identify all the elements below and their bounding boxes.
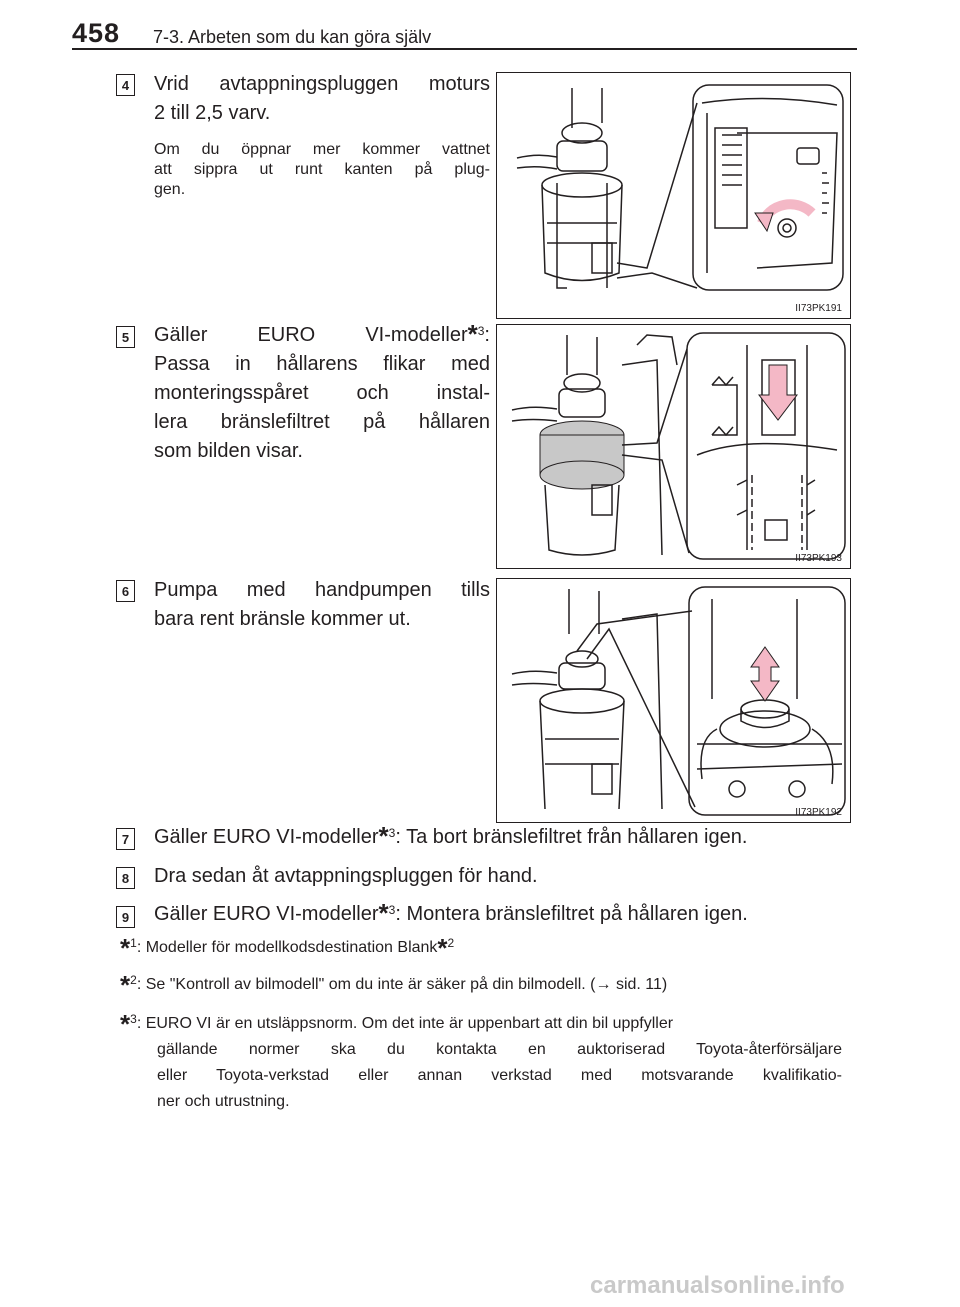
step-4-line-1: Vrid avtappningspluggen moturs — [154, 73, 490, 95]
step-5-line-5: som bilden visar. — [154, 440, 303, 462]
step-5-word-2: EURO — [257, 324, 316, 346]
figure-drain-plug — [496, 72, 851, 319]
step-6-line-1: Pumpa med handpumpen tills — [154, 579, 490, 601]
step-number-5: 5 — [116, 326, 135, 348]
page-number: 458 — [72, 18, 121, 48]
header-rule — [72, 48, 857, 50]
footnote-3: *$^3$: EURO VI är en utsläppsnorm. Om det inte är uppenbart att din bil uppfyller — [120, 1009, 674, 1039]
step-8-text: Dra sedan åt avtappningspluggen för hand. — [154, 865, 538, 887]
step-6-line-2: bara rent bränsle kommer ut. — [154, 608, 411, 630]
figure-code: II73PK191 — [795, 303, 842, 314]
step-number-8: 8 — [116, 867, 135, 889]
figure-code: II73PK193 — [795, 553, 842, 564]
footnote-3-line-4: ner och utrustning. — [157, 1093, 290, 1110]
hand-pump-illustration — [497, 579, 850, 822]
step-4-note-1: Om du öppnar mer kommer vattnet — [154, 141, 490, 158]
figure-holder-tabs — [496, 324, 851, 569]
figure-hand-pump — [496, 578, 851, 823]
figure-code: II73PK192 — [795, 807, 842, 818]
step-4-line-2: 2 till 2,5 varv. — [154, 102, 271, 124]
step-5-line-4: lera bränslefiltret på hållaren — [154, 411, 490, 433]
step-number-9: 9 — [116, 906, 135, 928]
step-number-7: 7 — [116, 828, 135, 850]
footnote-2: *$^2$: Se "Kontroll av bilmodell" om du inte är säker på din bilmodell. (→ sid. 11) — [120, 970, 668, 1000]
step-number-4: 4 — [116, 74, 135, 96]
step-5-line-3: monteringsspåret och instal- — [154, 382, 490, 404]
step-5-word-1: Gäller — [154, 324, 208, 346]
step-4-note-3: gen. — [154, 181, 186, 198]
drain-plug-illustration — [497, 73, 850, 318]
step-5-line-2: Passa in hållarens flikar med — [154, 353, 490, 375]
step-4-note-2: att sippra ut runt kanten på plug- — [154, 161, 490, 178]
step-number-6: 6 — [116, 580, 135, 602]
footnote-3-line-3: eller Toyota-verkstad eller annan verkstad med motsvarande kvalifikatio- — [157, 1067, 842, 1084]
holder-tabs-illustration — [497, 325, 850, 568]
footnote-3-line-2: gällande normer ska du kontakta en auktoriserad Toyota-återförsäljare — [157, 1041, 842, 1058]
footnote-1: *$^1$: Modeller för modellkodsdestination Blank*$^2$ — [120, 933, 455, 963]
watermark: carmanualsonline.info — [590, 1272, 845, 1299]
step-5-line-1 — [154, 321, 490, 350]
step-7-text: Gäller EURO VI-modeller*$^3$: Ta bort bränslefiltret från hållaren igen. — [154, 821, 748, 851]
step-9-text: Gäller EURO VI-modeller*$^3$: Montera bränslefiltret på hållaren igen. — [154, 898, 748, 928]
step-5-title-tail: VI-modeller*$^3$: — [365, 319, 490, 349]
section-title: 7-3. Arbeten som du kan göra själv — [153, 27, 432, 47]
